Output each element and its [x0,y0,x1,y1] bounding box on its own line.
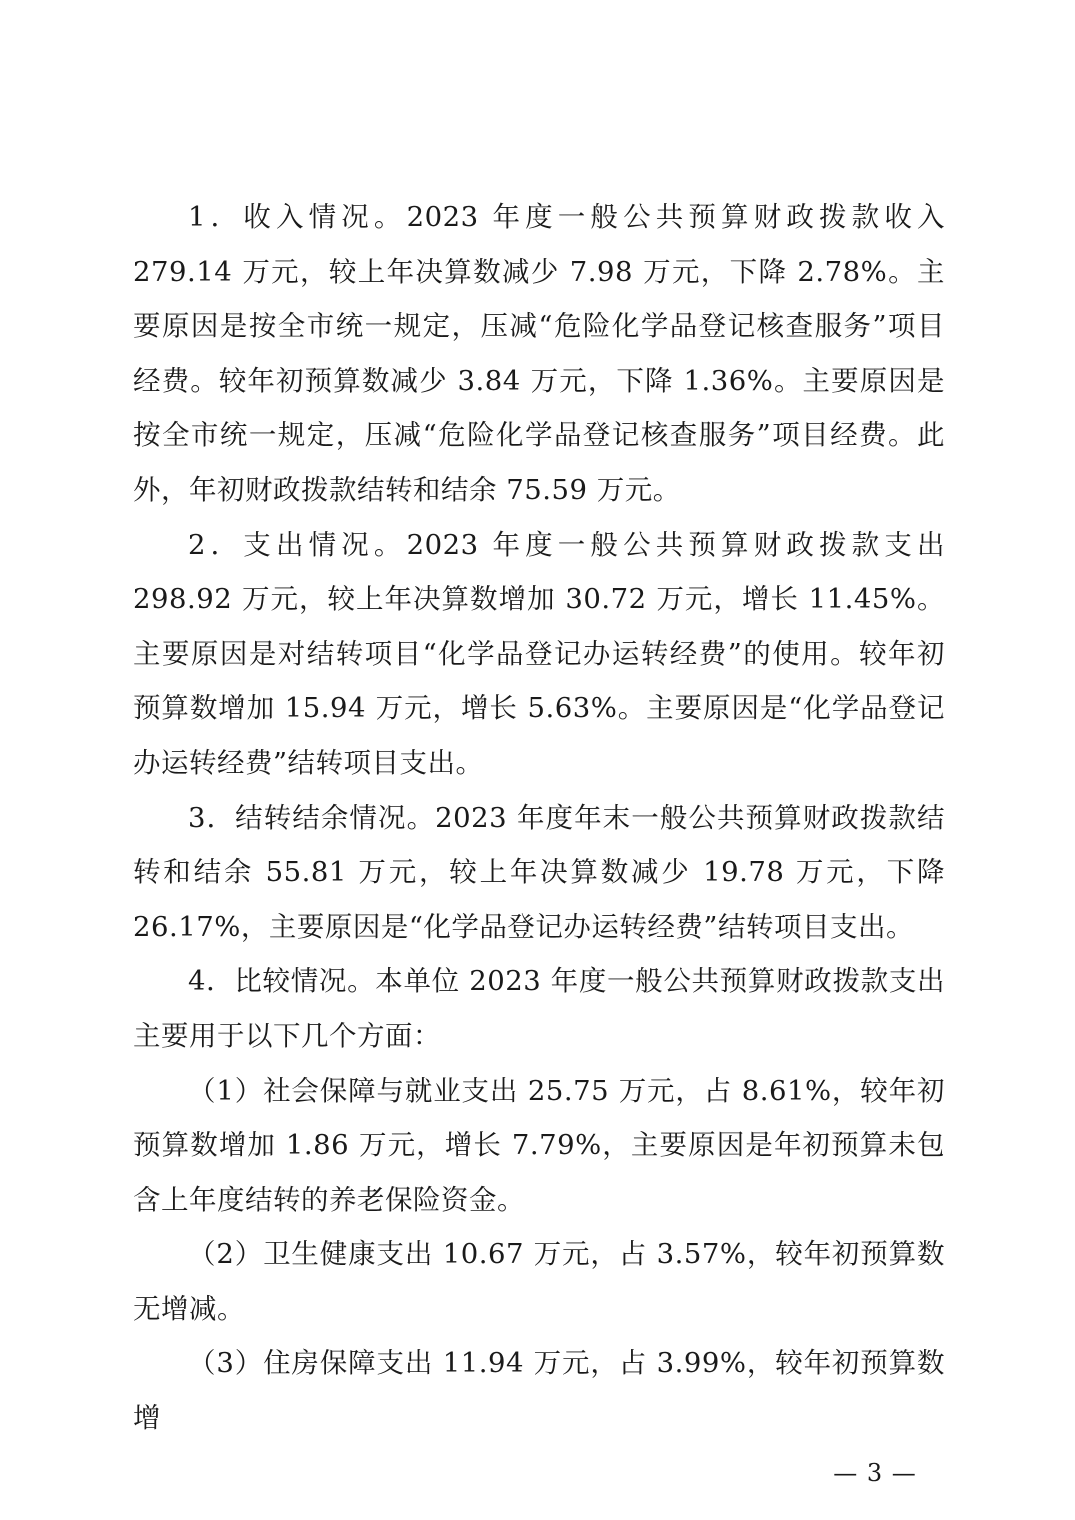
paragraph-housing: （3）住房保障支出 11.94 万元，占 3.99%，较年初预算数增 [133,1347,945,1435]
document-body [133,190,945,1446]
page-number: — 3 — [833,1459,917,1487]
paragraph-carryover: 3．结转结余情况。2023 年度年末一般公共预算财政拨款结转和结余 55.81 万元，较上年决算数减少 19.78 万元，下降 26.17%，主要原因是“化学品登记办运转经费”结转项目支出。 [133,801,945,943]
paragraph-health: （2）卫生健康支出 10.67 万元，占 3.57%，较年初预算数无增减。 [133,1238,945,1325]
paragraph-expenditure: 2．支出情况。2023 年度一般公共预算财政拨款支出 298.92 万元，较上年决算数增加 30.72 万元，增长 11.45%。主要原因是对结转项目“化学品登记办运转经费”的使用。较年初预算数增加 15.94 万元，增长 5.63%。主要原因是“化学品登记办运转经费”结转项目支出。 [133,528,945,779]
paragraph-social-security: （1）社会保障与就业支出 25.75 万元，占 8.61%，较年初预算数增加 1.86 万元，增长 7.79%，主要原因是年初预算未包含上年度结转的养老保险资金。 [133,1074,945,1216]
paragraph-comparison: 4．比较情况。本单位 2023 年度一般公共预算财政拨款支出主要用于以下几个方面： [133,965,945,1052]
paragraph-income: 1．收入情况。2023 年度一般公共预算财政拨款收入 279.14 万元，较上年决算数减少 7.98 万元，下降 2.78%。主要原因是按全市统一规定，压减“危险化学品登记核查服务”项目经费。较年初预算数减少 3.84 万元，下降 1.36%。主要原因是按全市统一规定，压减“危险化学品登记核查服务”项目经费。此外，年初财政拨款结转和结余 75.59 万元。 [133,201,945,506]
